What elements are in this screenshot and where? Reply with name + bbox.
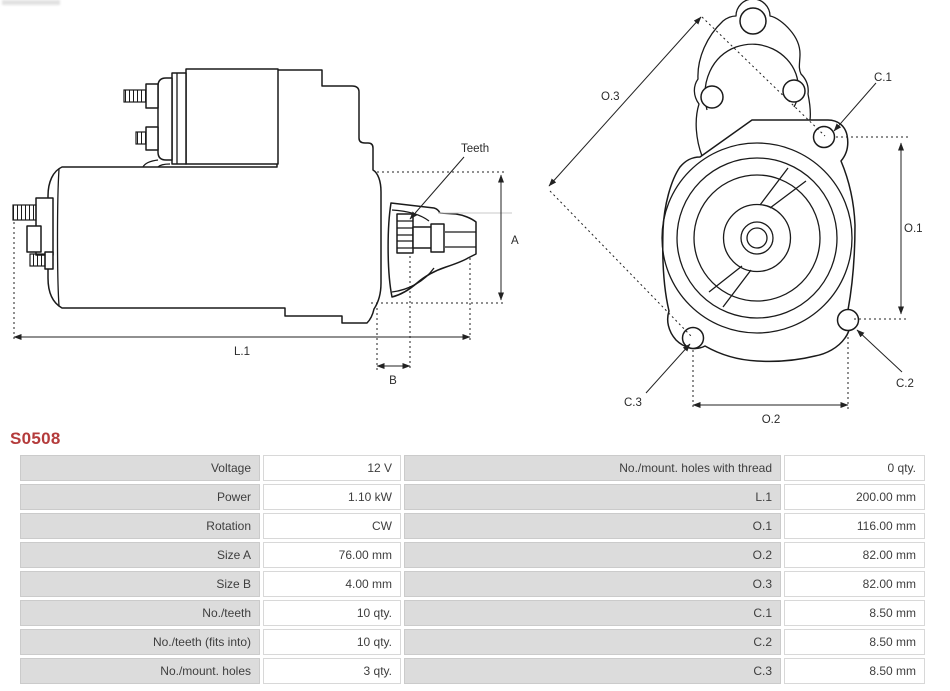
spec-value-cell: CW <box>263 513 401 539</box>
spec-value-cell: 12 V <box>263 455 401 481</box>
solenoid-boot-curves <box>143 160 170 167</box>
spec-row <box>20 600 401 626</box>
spec-label-cell: Size B <box>20 571 260 597</box>
c2-leader-line <box>857 330 902 372</box>
spec-label-cell: O.2 <box>404 542 781 568</box>
bracket-hole-right <box>783 80 805 102</box>
spec-label-cell: O.1 <box>404 513 781 539</box>
terminal-nut <box>27 226 41 252</box>
spec-value-cell: 3 qty. <box>263 658 401 684</box>
spec-row <box>20 542 401 568</box>
spec-label-cell: No./mount. holes <box>20 658 260 684</box>
spec-value-cell: 4.00 mm <box>263 571 401 597</box>
solenoid-stud-thread-top <box>124 90 148 102</box>
spec-label-cell: C.3 <box>404 658 781 684</box>
spec-label-cell: No./teeth <box>20 600 260 626</box>
spec-value-cell: 8.50 mm <box>784 658 925 684</box>
spec-label-cell: No./teeth (fits into) <box>20 629 260 655</box>
dim-label-o1: O.1 <box>904 223 923 235</box>
spec-value-cell: 82.00 mm <box>784 542 925 568</box>
spec-table-right <box>404 455 925 687</box>
mounting-flange-outline <box>663 120 855 361</box>
c1-leader-line <box>834 83 876 131</box>
spec-value-cell: 10 qty. <box>263 629 401 655</box>
dim-label-c3: C.3 <box>624 397 642 409</box>
spec-label-cell: Rotation <box>20 513 260 539</box>
spec-value-cell: 200.00 mm <box>784 484 925 510</box>
dim-label-o3: O.3 <box>601 91 620 103</box>
spec-label-cell: No./mount. holes with thread <box>404 455 781 481</box>
spec-value-cell: 8.50 mm <box>784 600 925 626</box>
terminal-tab <box>45 252 53 269</box>
spec-row <box>404 629 925 655</box>
spec-row <box>20 484 401 510</box>
spec-row <box>20 629 401 655</box>
dim-label-c1: C.1 <box>874 72 892 84</box>
mount-hole-c3 <box>683 328 704 349</box>
front-view-drawing <box>549 0 923 426</box>
solenoid-stud-base-top <box>146 84 158 108</box>
spec-row <box>404 658 925 684</box>
spec-value-cell: 0 qty. <box>784 455 925 481</box>
spec-label-cell: Voltage <box>20 455 260 481</box>
spec-value-cell: 10 qty. <box>263 600 401 626</box>
side-view-drawing <box>13 69 519 387</box>
spec-value-cell: 82.00 mm <box>784 571 925 597</box>
spec-row <box>20 571 401 597</box>
terminal-stud-small <box>30 254 45 266</box>
c3-leader-line <box>646 344 690 393</box>
spec-value-cell: 1.10 kW <box>263 484 401 510</box>
dim-label-teeth: Teeth <box>461 143 490 155</box>
spec-value-cell: 76.00 mm <box>263 542 401 568</box>
spec-value-cell: 8.50 mm <box>784 629 925 655</box>
spec-label-cell: Size A <box>20 542 260 568</box>
mount-hole-c2 <box>838 310 859 331</box>
dim-label-c2: C.2 <box>896 378 914 390</box>
pinion-gear <box>397 214 413 253</box>
dim-label-l1: L.1 <box>234 346 250 358</box>
dim-o3-line <box>549 17 701 186</box>
spec-row <box>404 542 925 568</box>
pinion-shaft <box>413 227 433 248</box>
solenoid-body <box>186 69 278 164</box>
solenoid-stud-base-lower <box>146 127 158 150</box>
shaft-collar <box>431 224 444 252</box>
solenoid-front-ring <box>172 73 186 164</box>
dim-label-o2: O.2 <box>761 414 781 426</box>
dim-label-a: A <box>511 235 519 247</box>
spec-label-cell: C.2 <box>404 629 781 655</box>
bracket-hole-left <box>701 86 723 108</box>
spec-row <box>404 600 925 626</box>
spec-value-cell: 116.00 mm <box>784 513 925 539</box>
mount-hole-c1 <box>814 127 835 148</box>
spec-row <box>404 484 925 510</box>
spec-row <box>404 513 925 539</box>
solenoid-front-cap <box>158 78 172 160</box>
spec-row <box>20 513 401 539</box>
product-code: S0508 <box>10 429 61 448</box>
spec-table-left <box>20 455 401 687</box>
spec-label-cell: C.1 <box>404 600 781 626</box>
spec-label-cell: L.1 <box>404 484 781 510</box>
spec-row <box>404 571 925 597</box>
spec-label-cell: O.3 <box>404 571 781 597</box>
dim-label-b: B <box>389 375 397 387</box>
bracket-hole-top <box>740 8 766 34</box>
spec-label-cell: Power <box>20 484 260 510</box>
terminal-thread <box>13 205 36 220</box>
spec-row <box>20 658 401 684</box>
spec-row <box>20 455 401 481</box>
spec-row <box>404 455 925 481</box>
